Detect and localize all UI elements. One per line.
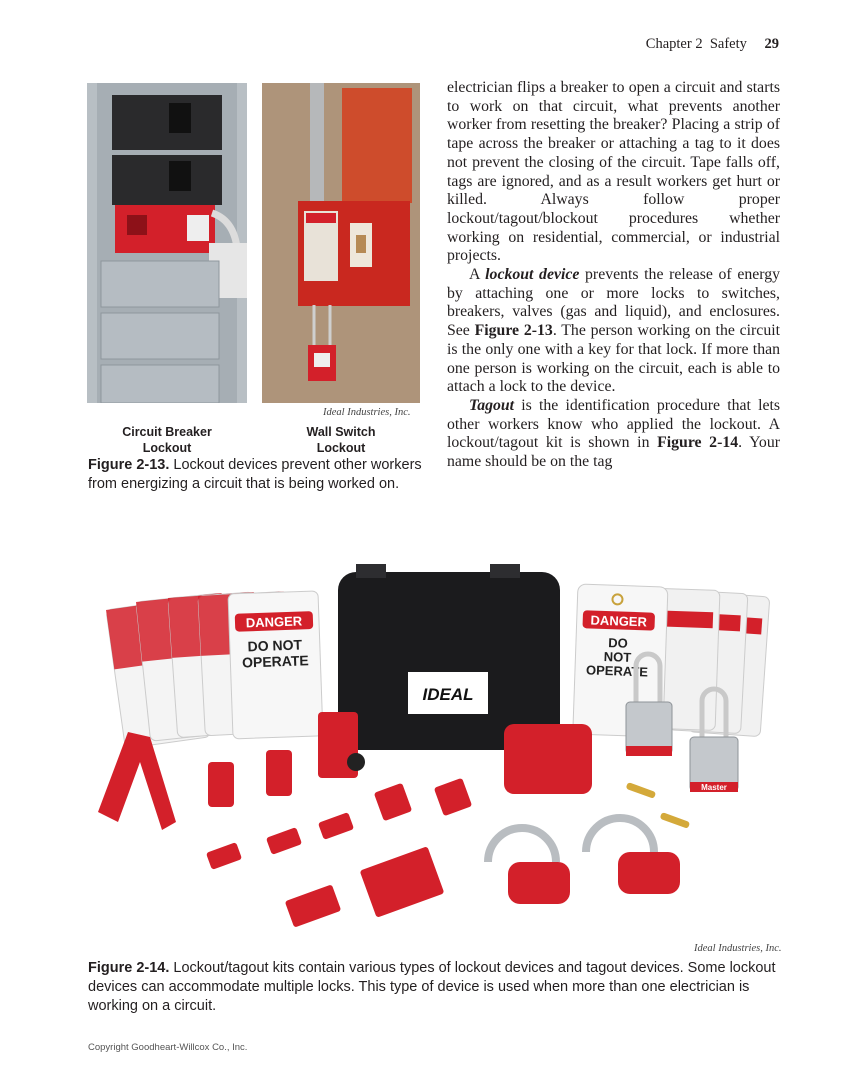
figure-2-13-text: Lockout devices prevent other workers from energizing a circuit that is being worked on. [88,457,422,492]
para3-mid: is the identification procedure that lets other workers know who applied the lockout. A lockout/tagout kit is shown in [447,396,781,452]
copyright-footer: Copyright Goodheart-Willcox Co., Inc. [88,1042,248,1053]
wall-switch-label-line2: Lockout [316,441,366,455]
circuit-breaker-lockout-photo [87,83,247,403]
padlock-brand: Master [701,783,727,792]
left-tag-do-not-text: DO NOT [247,636,303,655]
lockout-kit-illustration [88,562,778,942]
page-number: 29 [764,36,779,52]
figure-2-13-reference: Figure 2-13 [474,322,553,340]
chapter-title: Chapter 2 Safety [645,36,747,52]
circuit-breaker-label-line1: Circuit Breaker [122,425,212,439]
para2-start: A [469,266,480,284]
term-lockout-device: lockout device [485,266,580,284]
lockout-tagout-kit-photo [88,562,778,942]
ideal-logo: IDEAL [422,685,474,704]
wall-switch-illustration [262,83,420,403]
wall-switch-lockout-photo [262,83,420,403]
para2-mid: prevents the release of energy by attaching one or more locks to switches, breakers, valves (gas and liquid), and enclosures. See [447,266,781,340]
para2-end: . The person working on the circuit is the only one with a key for that lock. If more than one person is working on the circuit, each is able to attach a lock to the device. [447,322,780,396]
body-paragraph-3 [447,397,780,472]
body-text-column [447,79,780,472]
running-header [646,36,779,53]
left-tag-danger-text: DANGER [245,613,303,631]
right-tag-do-text: DO [607,635,628,651]
wall-switch-label-line1: Wall Switch [306,425,376,439]
figure-2-14-credit: Ideal Industries, Inc. [694,943,782,954]
figure-2-14-reference: Figure 2-14 [657,434,739,452]
body-paragraph-1: electrician flips a breaker to open a circuit and starts to work on that circuit, what prevents another worker from resetting the breaker? Placing a strip of tape across the breaker or attaching a tag to it does not prevent the closing of the circuit. Tape falls off, tags are ignored, and as a result workers get hurt or killed. Always follow proper lockout/tagout/blockout procedures whether working on residential, commercial, or industrial projects. [447,79,780,265]
lockout-hasps [488,818,680,904]
breaker-panel-illustration [87,83,247,403]
figure-2-14-caption [88,959,778,1016]
term-tagout: Tagout [469,396,515,414]
danger-tags-left [106,591,323,749]
body-paragraph-2 [447,266,780,397]
left-tag-operate-text: OPERATE [241,652,309,671]
right-tag-danger-text: DANGER [590,612,648,630]
figure-2-14-number: Figure 2-14. [88,960,170,976]
right-tag-not-text: NOT [603,648,632,665]
right-tag-operate-text: OPERATE [585,662,649,680]
figure-2-14-text: Lockout/tagout kits contain various types of lockout devices and tagout devices. Some lockout devices can accommodate multiple locks. This type of device is used when more than one electrician is working on a circuit. [88,960,776,1014]
figure-2-13-credit: Ideal Industries, Inc. [323,407,411,418]
para3-end: . Your name should be on the tag [447,434,780,471]
tool-bag [338,564,560,750]
circuit-breaker-label-line2: Lockout [142,441,192,455]
wall-switch-label [277,424,405,456]
figure-2-13-caption [88,456,426,494]
figure-2-13-number: Figure 2-13. [88,457,170,473]
circuit-breaker-label [102,424,232,456]
